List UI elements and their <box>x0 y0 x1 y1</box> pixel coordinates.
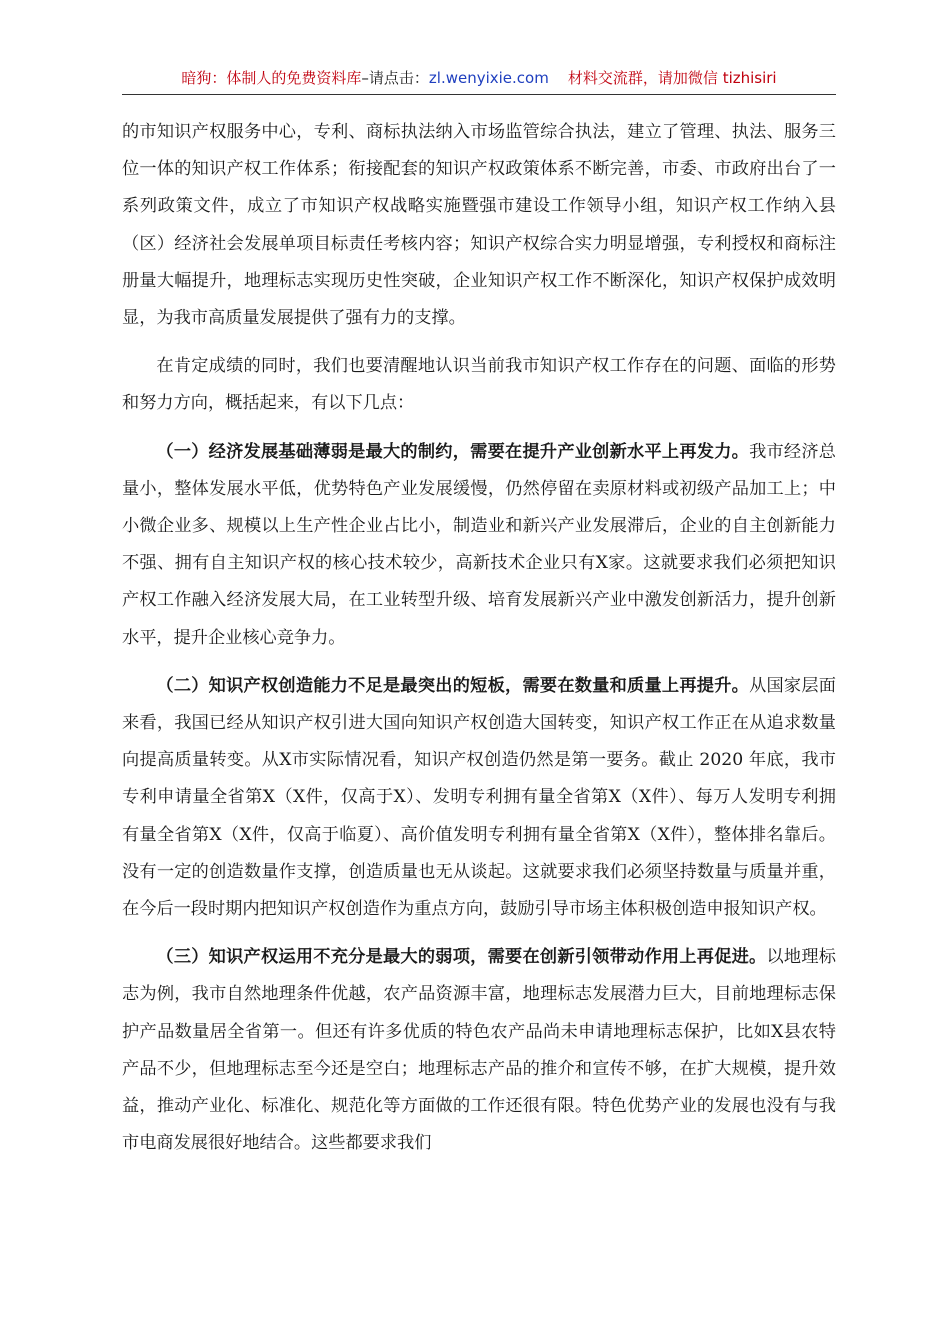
paragraph-continuation: 的市知识产权服务中心，专利、商标执法纳入市场监管综合执法，建立了管理、执法、服务三位一体的知识产权工作体系；衔接配套的知识产权政策体系不断完善，市委、市政府出台了一系列政策文件，成立了市知识产权战略实施暨强市建设工作领导小组，知识产权工作纳入县（区）经济社会发展单项目标责任考核内容；知识产权综合实力明显增强，专利授权和商标注册量大幅提升，地理标志实现历史性突破，企业知识产权工作不断深化，知识产权保护成效明显，为我市高质量发展提供了强有力的支撑。 <box>122 122 836 329</box>
point-3-heading: （三）知识产权运用不充分是最大的弱项，需要在创新引领带动作用上再促进。 <box>156 947 767 968</box>
page-header <box>122 66 836 95</box>
paragraph-intro: 在肯定成绩的同时，我们也要清醒地认识当前我市知识产权工作存在的问题、面临的形势和努力方向，概括起来，有以下几点： <box>122 356 836 414</box>
paragraph-point-3: （三）知识产权运用不充分是最大的弱项，需要在创新引领带动作用上再促进。以地理标志为例，我市自然地理条件优越，农产品资源丰富，地理标志发展潜力巨大，目前地理标志保护产品数量居全省第一。但还有许多优质的特色农产品尚未申请地理标志保护，比如X县农特产品不少，但地理标志至今还是空白；地理标志产品的推介和宣传不够，在扩大规模，提升效益，推动产业化、标准化、规范化等方面做的工作还很有限。特色优势产业的发展也没有与我市电商发展很好地结合。这些都要求我们 <box>122 947 836 1154</box>
header-contact: 材料交流群，请加微信 tizhisiri <box>567 69 777 87</box>
header-brand: 暗狗：体制人的免费资料库 <box>181 69 362 87</box>
point-1-heading: （一）经济发展基础薄弱是最大的制约，需要在提升产业创新水平上再发力。 <box>156 441 750 462</box>
document-body <box>122 114 836 1173</box>
header-click-prompt: –请点击： <box>361 69 429 87</box>
paragraph-point-1: （一）经济发展基础薄弱是最大的制约，需要在提升产业创新水平上再发力。我市经济总量小，整体发展水平低，优势特色产业发展缓慢，仍然停留在卖原材料或初级产品加工上；中小微企业多、规模以上生产性企业占比小，制造业和新兴产业发展滞后，企业的自主创新能力不强、拥有自主知识产权的核心技术较少，高新技术企业只有X家。这就要求我们必须把知识产权工作融入经济发展大局，在工业转型升级、培育发展新兴产业中激发创新活力，提升创新水平，提升企业核心竞争力。 <box>122 441 836 648</box>
header-url-link[interactable]: zl.wenyixie.com <box>428 69 549 87</box>
point-2-heading: （二）知识产权创造能力不足是最突出的短板，需要在数量和质量上再提升。 <box>156 675 750 696</box>
paragraph-point-2: （二）知识产权创造能力不足是最突出的短板，需要在数量和质量上再提升。从国家层面来看，我国已经从知识产权引进大国向知识产权创造大国转变，知识产权工作正在从追求数量向提高质量转变。从X市实际情况看，知识产权创造仍然是第一要务。截止 2020 年底，我市专利申请量全省第X（X件，仅高于X）、发明专利拥有量全省第X（X件）、每万人发明专利拥有量全省第X（X件，仅高于临夏）、高价值发明专利拥有量全省第X（X件），整体排名靠后。没有一定的创造数量作支撑，创造质量也无从谈起。这就要求我们必须坚持数量与质量并重，在今后一段时期内把知识产权创造作为重点方向，鼓励引导市场主体积极创造申报知识产权。 <box>122 675 836 920</box>
